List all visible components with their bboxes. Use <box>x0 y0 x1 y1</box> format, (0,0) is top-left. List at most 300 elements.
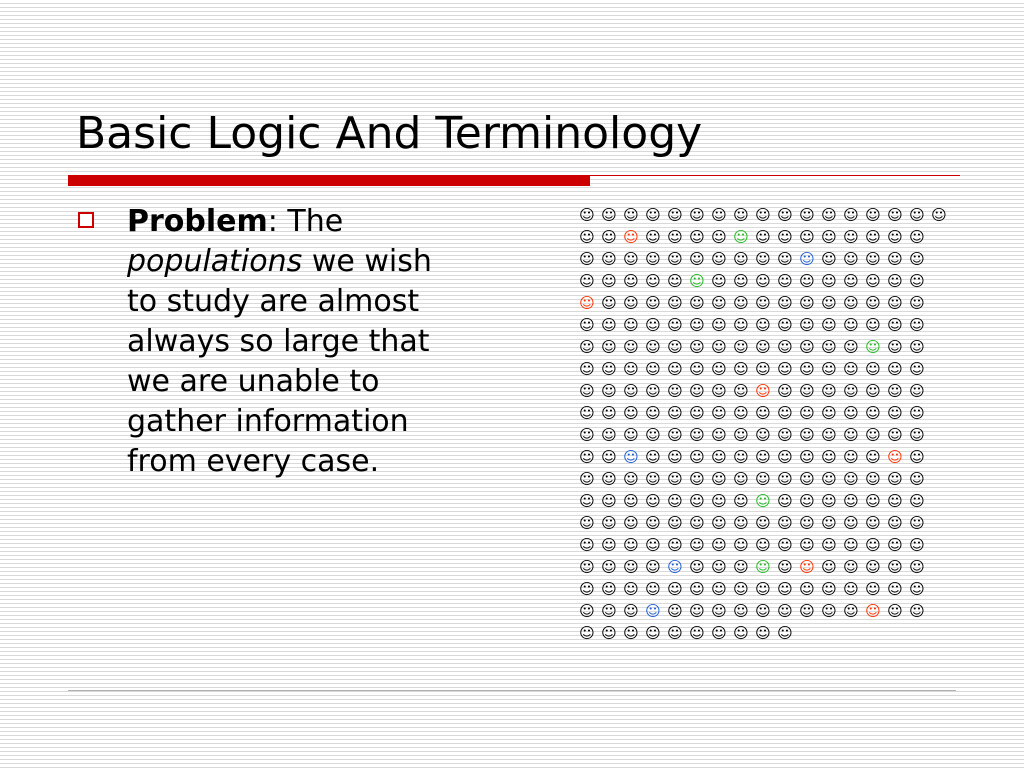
population-row <box>576 556 956 578</box>
smiley-face-icon: ☺ <box>887 338 903 356</box>
smiley-face-icon: ☺ <box>711 206 727 224</box>
smiley-face-icon: ☺ <box>689 514 705 532</box>
smiley-face-icon: ☺ <box>865 470 881 488</box>
smiley-face-icon: ☺ <box>689 294 705 312</box>
smiley-face-icon: ☺ <box>865 580 881 598</box>
smiley-face-icon: ☺ <box>623 360 639 378</box>
smiley-face-icon: ☺ <box>843 602 859 620</box>
smiley-face-icon: ☺ <box>645 404 661 422</box>
smiley-face-icon: ☺ <box>689 448 705 466</box>
smiley-face-icon: ☺ <box>601 492 617 510</box>
population-row <box>576 248 956 270</box>
population-row <box>576 534 956 556</box>
smiley-face-icon: ☺ <box>843 404 859 422</box>
smiley-face-icon: ☺ <box>931 206 947 224</box>
smiley-face-icon: ☺ <box>579 448 595 466</box>
smiley-face-icon: ☺ <box>799 448 815 466</box>
smiley-face-icon: ☺ <box>689 602 705 620</box>
smiley-face-icon: ☺ <box>645 360 661 378</box>
smiley-face-icon: ☺ <box>755 470 771 488</box>
smiley-face-icon: ☺ <box>667 470 683 488</box>
smiley-face-icon: ☺ <box>777 404 793 422</box>
smiley-face-icon: ☺ <box>711 272 727 290</box>
smiley-face-icon: ☺ <box>711 404 727 422</box>
smiley-face-icon: ☺ <box>821 272 837 290</box>
smiley-face-icon: ☺ <box>623 514 639 532</box>
smiley-face-icon: ☺ <box>689 250 705 268</box>
smiley-face-icon: ☺ <box>623 492 639 510</box>
population-row <box>576 270 956 292</box>
smiley-face-icon: ☺ <box>799 228 815 246</box>
smiley-face-icon: ☺ <box>799 536 815 554</box>
smiley-face-icon: ☺ <box>579 294 595 312</box>
population-row <box>576 380 956 402</box>
smiley-face-icon: ☺ <box>843 228 859 246</box>
smiley-face-icon: ☺ <box>667 206 683 224</box>
smiley-face-icon: ☺ <box>733 470 749 488</box>
smiley-face-icon: ☺ <box>821 448 837 466</box>
smiley-face-icon: ☺ <box>909 316 925 334</box>
smiley-face-icon: ☺ <box>843 206 859 224</box>
smiley-face-icon: ☺ <box>909 558 925 576</box>
smiley-face-icon: ☺ <box>601 514 617 532</box>
smiley-face-icon: ☺ <box>667 514 683 532</box>
smiley-face-icon: ☺ <box>909 470 925 488</box>
smiley-face-icon: ☺ <box>733 338 749 356</box>
smiley-face-icon: ☺ <box>865 448 881 466</box>
smiley-face-icon: ☺ <box>711 316 727 334</box>
smiley-face-icon: ☺ <box>579 360 595 378</box>
smiley-face-icon: ☺ <box>909 404 925 422</box>
smiley-face-icon: ☺ <box>579 228 595 246</box>
smiley-face-icon: ☺ <box>667 360 683 378</box>
smiley-face-icon: ☺ <box>601 470 617 488</box>
smiley-face-icon: ☺ <box>843 338 859 356</box>
smiley-face-icon: ☺ <box>667 250 683 268</box>
smiley-face-icon: ☺ <box>777 514 793 532</box>
smiley-face-icon: ☺ <box>601 316 617 334</box>
smiley-face-icon: ☺ <box>865 272 881 290</box>
smiley-face-icon: ☺ <box>909 382 925 400</box>
smiley-face-icon: ☺ <box>711 514 727 532</box>
smiley-face-icon: ☺ <box>645 470 661 488</box>
smiley-face-icon: ☺ <box>755 448 771 466</box>
population-grid <box>576 204 956 644</box>
smiley-face-icon: ☺ <box>623 338 639 356</box>
smiley-face-icon: ☺ <box>799 360 815 378</box>
smiley-face-icon: ☺ <box>711 250 727 268</box>
smiley-face-icon: ☺ <box>843 426 859 444</box>
smiley-face-icon: ☺ <box>579 558 595 576</box>
smiley-face-icon: ☺ <box>865 404 881 422</box>
smiley-face-icon: ☺ <box>865 338 881 356</box>
smiley-face-icon: ☺ <box>799 338 815 356</box>
smiley-face-icon: ☺ <box>733 624 749 642</box>
smiley-face-icon: ☺ <box>667 228 683 246</box>
smiley-face-icon: ☺ <box>711 360 727 378</box>
smiley-face-icon: ☺ <box>865 492 881 510</box>
smiley-face-icon: ☺ <box>777 206 793 224</box>
smiley-face-icon: ☺ <box>799 514 815 532</box>
smiley-face-icon: ☺ <box>601 206 617 224</box>
smiley-face-icon: ☺ <box>821 470 837 488</box>
smiley-face-icon: ☺ <box>799 250 815 268</box>
smiley-face-icon: ☺ <box>623 250 639 268</box>
smiley-face-icon: ☺ <box>821 426 837 444</box>
smiley-face-icon: ☺ <box>601 250 617 268</box>
smiley-face-icon: ☺ <box>667 536 683 554</box>
smiley-face-icon: ☺ <box>667 294 683 312</box>
smiley-face-icon: ☺ <box>909 338 925 356</box>
smiley-face-icon: ☺ <box>843 536 859 554</box>
smiley-face-icon: ☺ <box>711 382 727 400</box>
smiley-face-icon: ☺ <box>755 514 771 532</box>
smiley-face-icon: ☺ <box>887 228 903 246</box>
smiley-face-icon: ☺ <box>623 272 639 290</box>
smiley-face-icon: ☺ <box>887 250 903 268</box>
smiley-face-icon: ☺ <box>909 426 925 444</box>
smiley-face-icon: ☺ <box>777 294 793 312</box>
population-row <box>576 578 956 600</box>
smiley-face-icon: ☺ <box>843 448 859 466</box>
smiley-face-icon: ☺ <box>689 580 705 598</box>
smiley-face-icon: ☺ <box>733 206 749 224</box>
smiley-face-icon: ☺ <box>777 536 793 554</box>
smiley-face-icon: ☺ <box>601 448 617 466</box>
smiley-face-icon: ☺ <box>755 404 771 422</box>
smiley-face-icon: ☺ <box>733 382 749 400</box>
population-row <box>576 226 956 248</box>
smiley-face-icon: ☺ <box>887 316 903 334</box>
smiley-face-icon: ☺ <box>821 338 837 356</box>
smiley-face-icon: ☺ <box>777 602 793 620</box>
smiley-face-icon: ☺ <box>909 272 925 290</box>
smiley-face-icon: ☺ <box>755 558 771 576</box>
smiley-face-icon: ☺ <box>645 316 661 334</box>
smiley-face-icon: ☺ <box>755 272 771 290</box>
smiley-face-icon: ☺ <box>909 206 925 224</box>
population-row <box>576 446 956 468</box>
smiley-face-icon: ☺ <box>887 514 903 532</box>
smiley-face-icon: ☺ <box>711 426 727 444</box>
smiley-face-icon: ☺ <box>579 514 595 532</box>
smiley-face-icon: ☺ <box>579 316 595 334</box>
smiley-face-icon: ☺ <box>711 228 727 246</box>
smiley-face-icon: ☺ <box>821 558 837 576</box>
smiley-face-icon: ☺ <box>667 624 683 642</box>
smiley-face-icon: ☺ <box>579 470 595 488</box>
bullet-text <box>127 202 467 482</box>
bullet-term: Problem <box>127 204 268 239</box>
smiley-face-icon: ☺ <box>645 558 661 576</box>
bullet-after-term: : The <box>267 204 344 239</box>
smiley-face-icon: ☺ <box>711 294 727 312</box>
smiley-face-icon: ☺ <box>821 536 837 554</box>
smiley-face-icon: ☺ <box>887 602 903 620</box>
smiley-face-icon: ☺ <box>689 404 705 422</box>
smiley-face-icon: ☺ <box>733 294 749 312</box>
smiley-face-icon: ☺ <box>865 426 881 444</box>
smiley-face-icon: ☺ <box>887 580 903 598</box>
smiley-face-icon: ☺ <box>667 448 683 466</box>
smiley-face-icon: ☺ <box>645 536 661 554</box>
smiley-face-icon: ☺ <box>601 558 617 576</box>
smiley-face-icon: ☺ <box>799 206 815 224</box>
smiley-face-icon: ☺ <box>579 272 595 290</box>
smiley-face-icon: ☺ <box>777 228 793 246</box>
smiley-face-icon: ☺ <box>777 448 793 466</box>
smiley-face-icon: ☺ <box>711 470 727 488</box>
smiley-face-icon: ☺ <box>645 426 661 444</box>
smiley-face-icon: ☺ <box>689 624 705 642</box>
smiley-face-icon: ☺ <box>689 316 705 334</box>
smiley-face-icon: ☺ <box>865 382 881 400</box>
smiley-face-icon: ☺ <box>865 558 881 576</box>
smiley-face-icon: ☺ <box>623 206 639 224</box>
smiley-face-icon: ☺ <box>843 360 859 378</box>
smiley-face-icon: ☺ <box>843 250 859 268</box>
smiley-face-icon: ☺ <box>755 360 771 378</box>
smiley-face-icon: ☺ <box>799 492 815 510</box>
smiley-face-icon: ☺ <box>689 382 705 400</box>
smiley-face-icon: ☺ <box>733 448 749 466</box>
smiley-face-icon: ☺ <box>579 624 595 642</box>
smiley-face-icon: ☺ <box>601 404 617 422</box>
smiley-face-icon: ☺ <box>909 580 925 598</box>
smiley-face-icon: ☺ <box>733 492 749 510</box>
smiley-face-icon: ☺ <box>645 228 661 246</box>
smiley-face-icon: ☺ <box>645 206 661 224</box>
smiley-face-icon: ☺ <box>777 316 793 334</box>
smiley-face-icon: ☺ <box>777 624 793 642</box>
smiley-face-icon: ☺ <box>645 294 661 312</box>
smiley-face-icon: ☺ <box>601 580 617 598</box>
smiley-face-icon: ☺ <box>799 558 815 576</box>
smiley-face-icon: ☺ <box>733 316 749 334</box>
smiley-face-icon: ☺ <box>821 580 837 598</box>
smiley-face-icon: ☺ <box>821 294 837 312</box>
smiley-face-icon: ☺ <box>887 448 903 466</box>
smiley-face-icon: ☺ <box>865 250 881 268</box>
smiley-face-icon: ☺ <box>755 624 771 642</box>
slide-title: Basic Logic And Terminology <box>76 108 703 159</box>
population-row <box>576 402 956 424</box>
smiley-face-icon: ☺ <box>689 470 705 488</box>
smiley-face-icon: ☺ <box>755 426 771 444</box>
smiley-face-icon: ☺ <box>667 580 683 598</box>
smiley-face-icon: ☺ <box>887 536 903 554</box>
smiley-face-icon: ☺ <box>887 360 903 378</box>
smiley-face-icon: ☺ <box>887 426 903 444</box>
smiley-face-icon: ☺ <box>711 580 727 598</box>
footer-divider <box>68 690 956 691</box>
smiley-face-icon: ☺ <box>579 206 595 224</box>
smiley-face-icon: ☺ <box>865 360 881 378</box>
smiley-face-icon: ☺ <box>777 272 793 290</box>
smiley-face-icon: ☺ <box>909 228 925 246</box>
smiley-face-icon: ☺ <box>579 382 595 400</box>
smiley-face-icon: ☺ <box>623 470 639 488</box>
smiley-face-icon: ☺ <box>777 360 793 378</box>
smiley-face-icon: ☺ <box>909 492 925 510</box>
smiley-face-icon: ☺ <box>689 228 705 246</box>
smiley-face-icon: ☺ <box>909 360 925 378</box>
smiley-face-icon: ☺ <box>733 360 749 378</box>
smiley-face-icon: ☺ <box>755 580 771 598</box>
population-row <box>576 468 956 490</box>
smiley-face-icon: ☺ <box>821 360 837 378</box>
smiley-face-icon: ☺ <box>887 382 903 400</box>
smiley-face-icon: ☺ <box>865 514 881 532</box>
smiley-face-icon: ☺ <box>777 426 793 444</box>
smiley-face-icon: ☺ <box>755 206 771 224</box>
smiley-face-icon: ☺ <box>689 426 705 444</box>
smiley-face-icon: ☺ <box>645 492 661 510</box>
smiley-face-icon: ☺ <box>799 316 815 334</box>
smiley-face-icon: ☺ <box>777 492 793 510</box>
smiley-face-icon: ☺ <box>579 250 595 268</box>
smiley-face-icon: ☺ <box>667 558 683 576</box>
population-row <box>576 424 956 446</box>
smiley-face-icon: ☺ <box>579 338 595 356</box>
smiley-face-icon: ☺ <box>645 382 661 400</box>
title-underline-accent <box>68 175 590 186</box>
smiley-face-icon: ☺ <box>733 426 749 444</box>
smiley-face-icon: ☺ <box>887 294 903 312</box>
smiley-face-icon: ☺ <box>777 250 793 268</box>
smiley-face-icon: ☺ <box>623 426 639 444</box>
smiley-face-icon: ☺ <box>821 206 837 224</box>
smiley-face-icon: ☺ <box>645 272 661 290</box>
smiley-face-icon: ☺ <box>821 514 837 532</box>
smiley-face-icon: ☺ <box>799 294 815 312</box>
smiley-face-icon: ☺ <box>865 316 881 334</box>
smiley-face-icon: ☺ <box>777 470 793 488</box>
smiley-face-icon: ☺ <box>733 558 749 576</box>
smiley-face-icon: ☺ <box>733 514 749 532</box>
bullet-square-icon <box>78 212 94 228</box>
smiley-face-icon: ☺ <box>755 602 771 620</box>
population-row <box>576 314 956 336</box>
smiley-face-icon: ☺ <box>733 602 749 620</box>
smiley-face-icon: ☺ <box>601 382 617 400</box>
bullet-rest: we wish to study are almost always so large that we are unable to gather information from every case. <box>127 244 432 479</box>
smiley-face-icon: ☺ <box>623 624 639 642</box>
smiley-face-icon: ☺ <box>601 294 617 312</box>
smiley-face-icon: ☺ <box>711 558 727 576</box>
smiley-face-icon: ☺ <box>865 206 881 224</box>
smiley-face-icon: ☺ <box>887 492 903 510</box>
smiley-face-icon: ☺ <box>909 448 925 466</box>
smiley-face-icon: ☺ <box>689 272 705 290</box>
smiley-face-icon: ☺ <box>799 404 815 422</box>
smiley-face-icon: ☺ <box>887 272 903 290</box>
smiley-face-icon: ☺ <box>601 272 617 290</box>
smiley-face-icon: ☺ <box>843 316 859 334</box>
smiley-face-icon: ☺ <box>623 228 639 246</box>
smiley-face-icon: ☺ <box>623 536 639 554</box>
smiley-face-icon: ☺ <box>623 558 639 576</box>
smiley-face-icon: ☺ <box>755 316 771 334</box>
smiley-face-icon: ☺ <box>821 228 837 246</box>
smiley-face-icon: ☺ <box>865 228 881 246</box>
smiley-face-icon: ☺ <box>645 624 661 642</box>
smiley-face-icon: ☺ <box>579 426 595 444</box>
population-row <box>576 204 956 226</box>
smiley-face-icon: ☺ <box>623 580 639 598</box>
smiley-face-icon: ☺ <box>909 294 925 312</box>
smiley-face-icon: ☺ <box>579 580 595 598</box>
smiley-face-icon: ☺ <box>623 316 639 334</box>
smiley-face-icon: ☺ <box>821 382 837 400</box>
smiley-face-icon: ☺ <box>799 426 815 444</box>
smiley-face-icon: ☺ <box>733 228 749 246</box>
population-row <box>576 292 956 314</box>
smiley-face-icon: ☺ <box>711 338 727 356</box>
smiley-face-icon: ☺ <box>777 580 793 598</box>
smiley-face-icon: ☺ <box>689 206 705 224</box>
smiley-face-icon: ☺ <box>689 558 705 576</box>
smiley-face-icon: ☺ <box>733 536 749 554</box>
smiley-face-icon: ☺ <box>601 624 617 642</box>
smiley-face-icon: ☺ <box>667 338 683 356</box>
smiley-face-icon: ☺ <box>579 492 595 510</box>
smiley-face-icon: ☺ <box>711 492 727 510</box>
smiley-face-icon: ☺ <box>843 382 859 400</box>
smiley-face-icon: ☺ <box>799 272 815 290</box>
smiley-face-icon: ☺ <box>887 558 903 576</box>
smiley-face-icon: ☺ <box>711 602 727 620</box>
population-row <box>576 600 956 622</box>
smiley-face-icon: ☺ <box>645 514 661 532</box>
smiley-face-icon: ☺ <box>645 250 661 268</box>
population-row <box>576 336 956 358</box>
smiley-face-icon: ☺ <box>733 250 749 268</box>
smiley-face-icon: ☺ <box>645 602 661 620</box>
smiley-face-icon: ☺ <box>865 536 881 554</box>
smiley-face-icon: ☺ <box>667 404 683 422</box>
smiley-face-icon: ☺ <box>755 294 771 312</box>
smiley-face-icon: ☺ <box>711 448 727 466</box>
smiley-face-icon: ☺ <box>623 294 639 312</box>
smiley-face-icon: ☺ <box>579 602 595 620</box>
smiley-face-icon: ☺ <box>689 360 705 378</box>
smiley-face-icon: ☺ <box>601 426 617 444</box>
smiley-face-icon: ☺ <box>601 338 617 356</box>
smiley-face-icon: ☺ <box>667 382 683 400</box>
bullet-italic-word: populations <box>127 244 303 279</box>
smiley-face-icon: ☺ <box>667 316 683 334</box>
smiley-face-icon: ☺ <box>579 404 595 422</box>
smiley-face-icon: ☺ <box>733 272 749 290</box>
smiley-face-icon: ☺ <box>799 602 815 620</box>
smiley-face-icon: ☺ <box>755 338 771 356</box>
population-row <box>576 358 956 380</box>
population-row <box>576 490 956 512</box>
smiley-face-icon: ☺ <box>821 492 837 510</box>
smiley-face-icon: ☺ <box>601 228 617 246</box>
smiley-face-icon: ☺ <box>821 250 837 268</box>
smiley-face-icon: ☺ <box>623 404 639 422</box>
smiley-face-icon: ☺ <box>843 514 859 532</box>
smiley-face-icon: ☺ <box>843 470 859 488</box>
smiley-face-icon: ☺ <box>711 536 727 554</box>
smiley-face-icon: ☺ <box>755 250 771 268</box>
smiley-face-icon: ☺ <box>821 316 837 334</box>
smiley-face-icon: ☺ <box>667 492 683 510</box>
smiley-face-icon: ☺ <box>821 404 837 422</box>
population-row <box>576 622 956 644</box>
